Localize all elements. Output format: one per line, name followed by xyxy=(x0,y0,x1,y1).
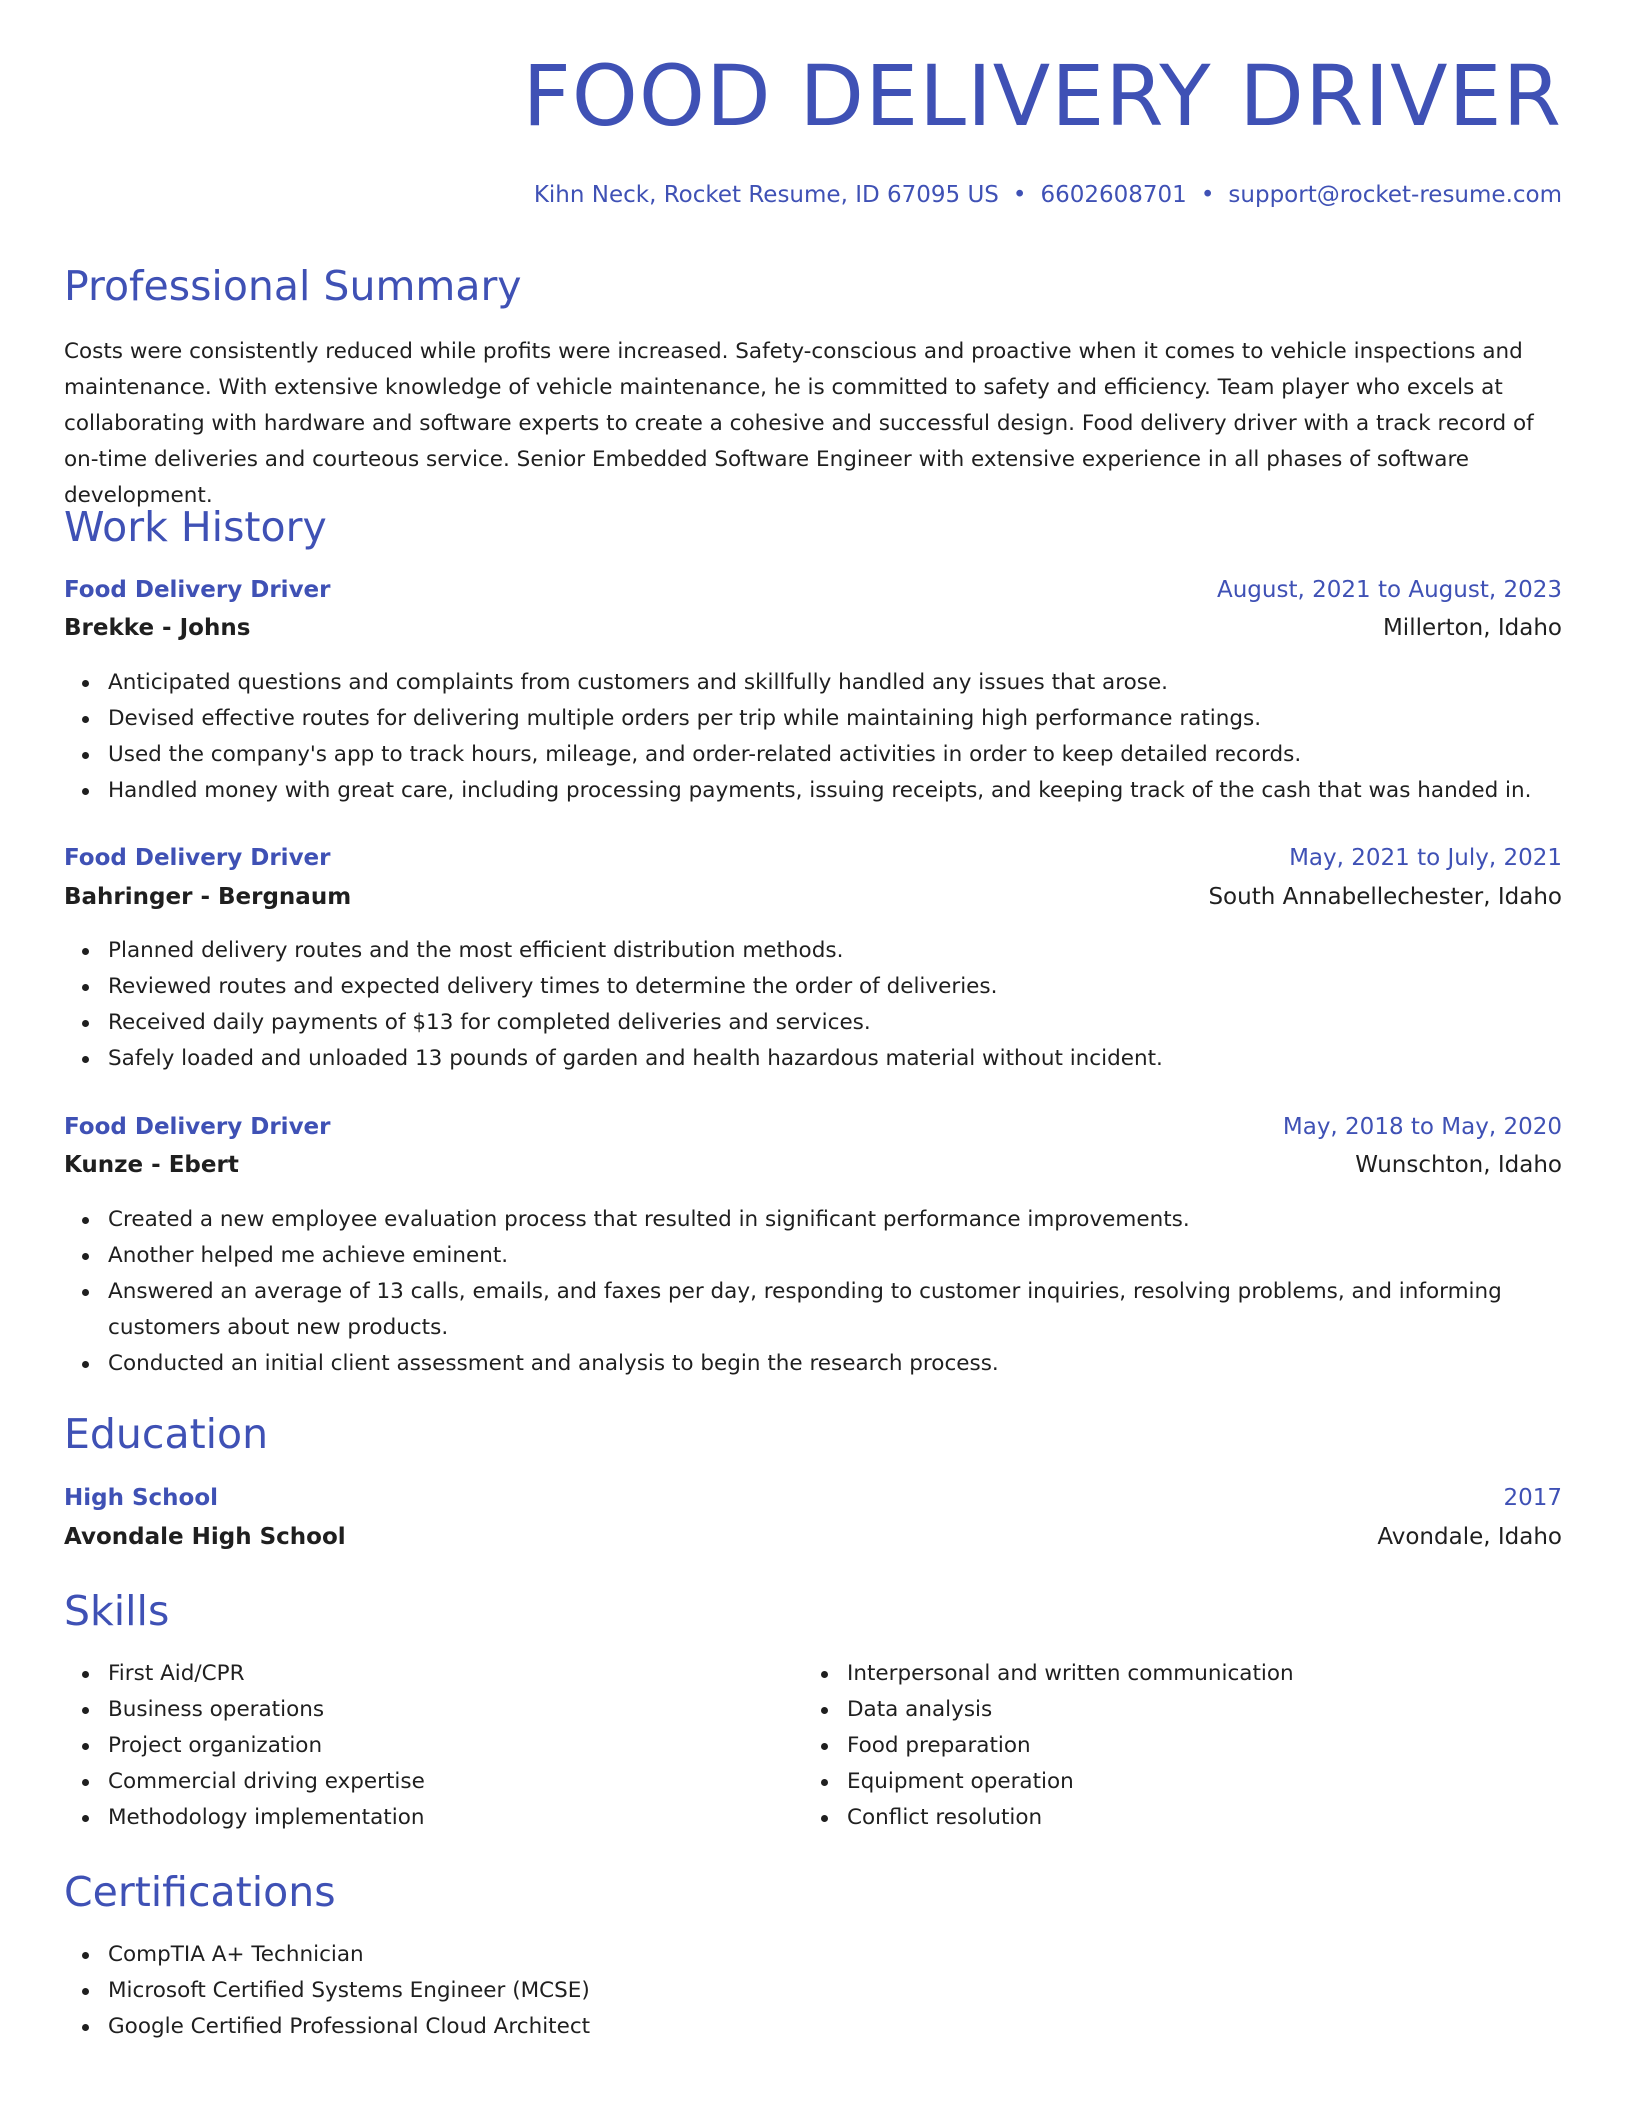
job-employer: Bahringer - Bergnaum xyxy=(64,884,352,910)
list-item: Equipment operation xyxy=(847,1764,1562,1800)
summary-heading: Professional Summary xyxy=(64,262,522,310)
list-item: First Aid/CPR xyxy=(108,1656,798,1692)
work-history-heading: Work History xyxy=(64,503,327,551)
education-school: Avondale High School xyxy=(64,1524,346,1550)
list-item: Methodology implementation xyxy=(108,1800,798,1836)
education-year: 2017 xyxy=(1503,1485,1562,1511)
job-dates: May, 2021 to July, 2021 xyxy=(1289,845,1562,871)
list-item: Planned delivery routes and the most efficient distribution methods. xyxy=(108,933,1562,969)
job-location: Wunschton, Idaho xyxy=(1355,1152,1562,1178)
contact-email: support@rocket-resume.com xyxy=(1228,182,1562,208)
job-title: Food Delivery Driver xyxy=(64,1114,331,1140)
job-1-bullet-list xyxy=(64,665,1562,809)
job-dates: August, 2021 to August, 2023 xyxy=(1217,577,1562,603)
education-heading: Education xyxy=(64,1410,269,1458)
list-item: Conflict resolution xyxy=(847,1800,1562,1836)
list-item: Interpersonal and written communication xyxy=(847,1656,1562,1692)
contact-phone: 6602608701 xyxy=(1040,182,1187,208)
job-employer: Kunze - Ebert xyxy=(64,1152,239,1178)
job-location: South Annabellechester, Idaho xyxy=(1208,884,1562,910)
list-item: Another helped me achieve eminent. xyxy=(108,1238,1562,1274)
job-3-bullet-list xyxy=(64,1202,1562,1382)
list-item: Answered an average of 13 calls, emails, and faxes per day, responding to customer inquiries, resolving problems, and informing customers about new products. xyxy=(108,1274,1562,1346)
list-item: Handled money with great care, including processing payments, issuing receipts, and keeping track of the cash that was handed in. xyxy=(108,773,1562,809)
skills-heading: Skills xyxy=(64,1587,170,1635)
education-degree: High School xyxy=(64,1485,219,1511)
list-item: Safely loaded and unloaded 13 pounds of garden and health hazardous material without incident. xyxy=(108,1041,1562,1077)
list-item: Project organization xyxy=(108,1728,798,1764)
contact-address: Kihn Neck, Rocket Resume, ID 67095 US xyxy=(533,182,999,208)
job-location: Millerton, Idaho xyxy=(1382,615,1562,641)
list-item: Microsoft Certified Systems Engineer (MCSE) xyxy=(108,1973,1562,2009)
job-title: Food Delivery Driver xyxy=(64,845,331,871)
list-item: Commercial driving expertise xyxy=(108,1764,798,1800)
list-item: Received daily payments of $13 for completed deliveries and services. xyxy=(108,1005,1562,1041)
list-item: Used the company's app to track hours, mileage, and order-related activities in order to keep detailed records. xyxy=(108,737,1562,773)
education-location: Avondale, Idaho xyxy=(1377,1524,1562,1550)
contact-separator: • xyxy=(1200,182,1215,208)
job-2-bullet-list xyxy=(64,933,1562,1077)
contact-line xyxy=(534,182,1562,208)
certifications-heading: Certifications xyxy=(64,1868,336,1916)
list-item: Reviewed routes and expected delivery times to determine the order of deliveries. xyxy=(108,969,1562,1005)
skills-list-left xyxy=(64,1656,798,1836)
job-dates: May, 2018 to May, 2020 xyxy=(1282,1114,1562,1140)
list-item: Google Certified Professional Cloud Architect xyxy=(108,2009,1562,2045)
list-item: Created a new employee evaluation process that resulted in significant performance improvements. xyxy=(108,1202,1562,1238)
job-employer: Brekke - Johns xyxy=(64,615,251,641)
list-item: Conducted an initial client assessment and analysis to begin the research process. xyxy=(108,1346,1562,1382)
job-title: Food Delivery Driver xyxy=(64,577,331,603)
contact-separator: • xyxy=(1012,182,1027,208)
summary-text: Costs were consistently reduced while profits were increased. Safety-conscious and proactive when it comes to vehicle inspections and maintenance. With extensive knowledge of vehicle maintenance, he is committed to safety and efficiency. Team player who excels at collaborating with hardware and software experts to create a cohesive and successful design. Food delivery driver with a track record of on-time deliveries and courteous service. Senior Embedded Software Engineer with extensive experience in all phases of software development. xyxy=(64,339,1534,508)
list-item: Devised effective routes for delivering multiple orders per trip while maintaining high performance ratings. xyxy=(108,701,1562,737)
list-item: Data analysis xyxy=(847,1692,1562,1728)
list-item: Anticipated questions and complaints from customers and skillfully handled any issues that arose. xyxy=(108,665,1562,701)
skills-list-right xyxy=(803,1656,1562,1836)
resume-title: FOOD DELIVERY DRIVER xyxy=(522,47,1562,145)
list-item: CompTIA A+ Technician xyxy=(108,1937,1562,1973)
certifications-list xyxy=(64,1937,1562,2045)
list-item: Business operations xyxy=(108,1692,798,1728)
list-item: Food preparation xyxy=(847,1728,1562,1764)
